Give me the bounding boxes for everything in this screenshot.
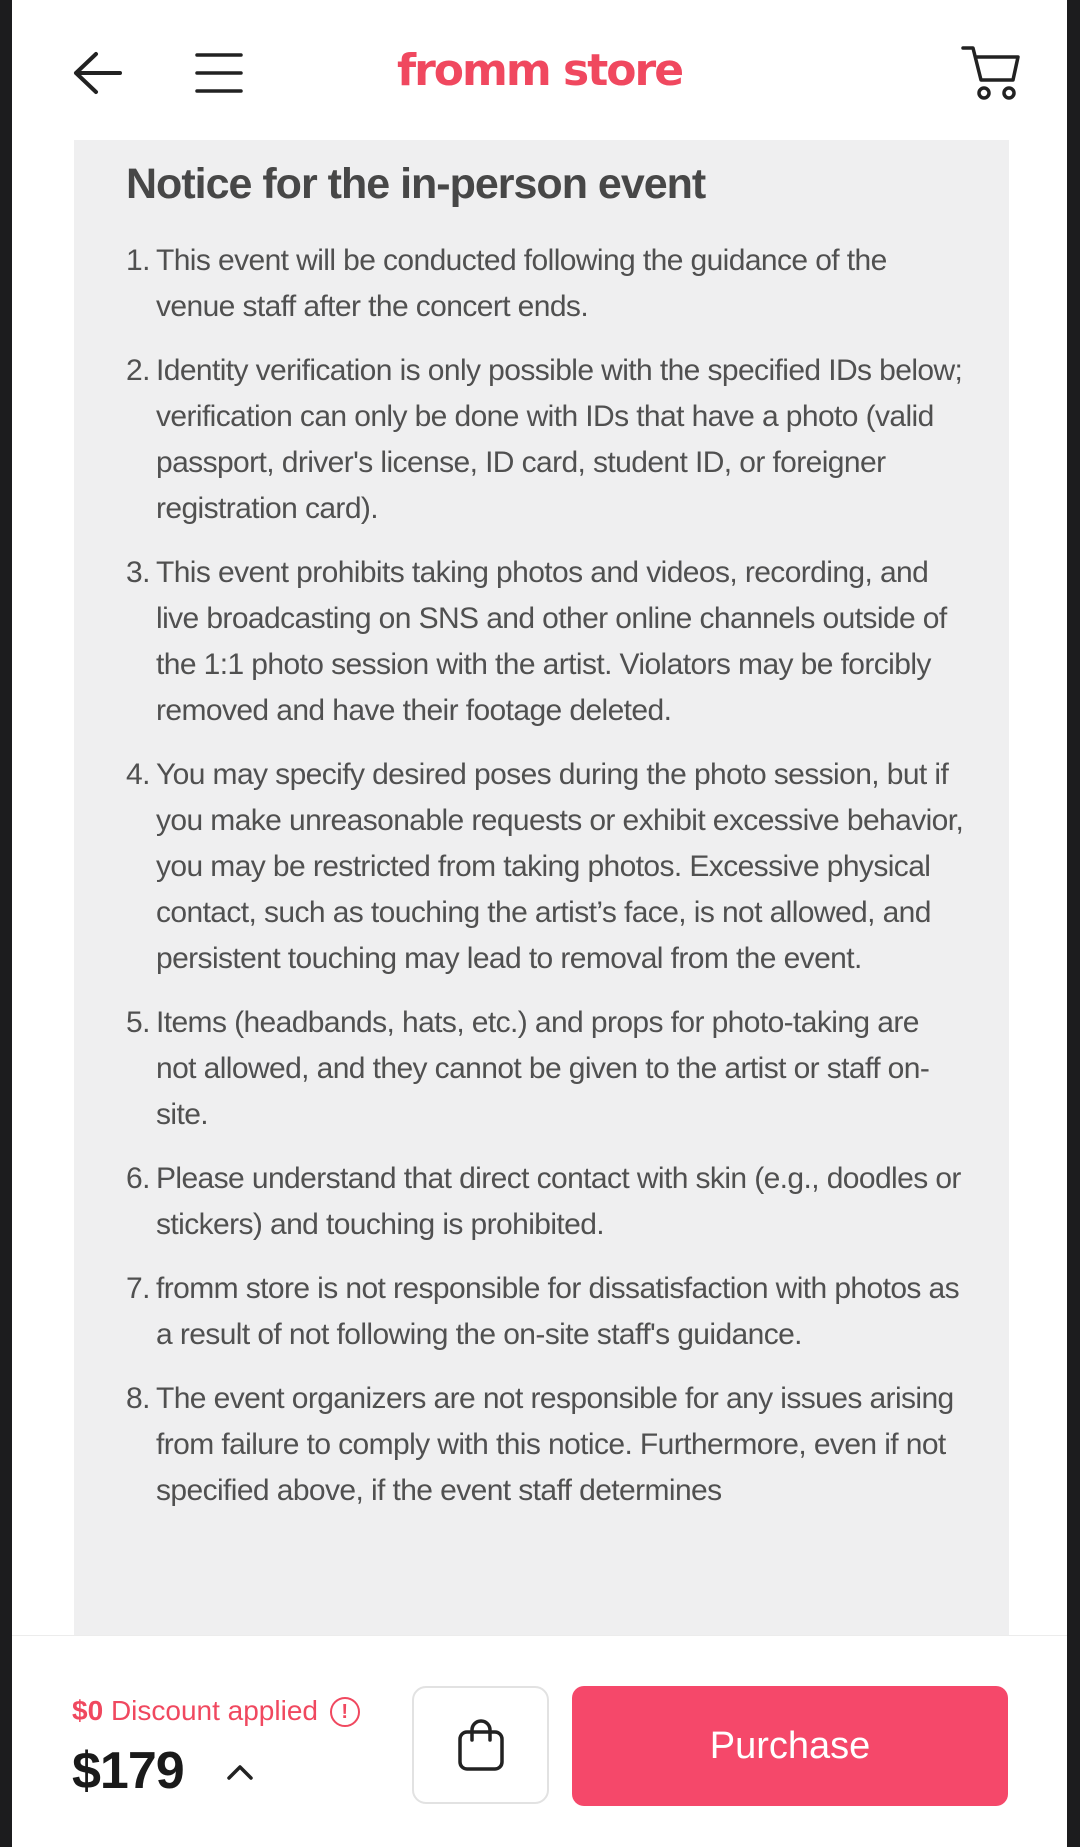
notice-item-number: 8. xyxy=(126,1382,150,1415)
notice-item-text: The event organizers are not responsible for any issues arising from failure to comply with this notice. Furthermore, even if not specified above, if the event staff determines xyxy=(156,1382,954,1507)
notice-item-text: You may specify desired poses during the photo session, but if you make unreasonable requests or exhibit excessive behavior, you may be restricted from taking photos. Excessive physical contact, such as touching the artist’s face, is not allowed, and persistent touching may lead to removal from the event. xyxy=(156,758,964,975)
notice-item xyxy=(126,1156,966,1248)
purchase-bar xyxy=(12,1635,1067,1847)
event-notice-panel xyxy=(74,140,1009,1635)
discount-info xyxy=(72,1692,360,1730)
notice-item-number: 4. xyxy=(126,758,150,791)
cart-icon xyxy=(961,44,1021,102)
notice-item-text: Identity verification is only possible with the specified IDs below; verification can only be done with IDs that have a photo (valid passport, driver's license, ID card, student ID, or foreigner registration card). xyxy=(156,354,963,525)
total-price: $179 xyxy=(72,1742,184,1800)
notice-title: Notice for the in-person event xyxy=(126,160,706,208)
notice-item xyxy=(126,1000,966,1138)
chevron-up-icon xyxy=(226,1763,254,1781)
notice-item-number: 7. xyxy=(126,1272,150,1305)
notice-item-text: This event prohibits taking photos and videos, recording, and live broadcasting on SNS and other online channels outside of the 1:1 photo session with the artist. Violators may be forcibly removed and have their footage deleted. xyxy=(156,556,947,727)
notice-item-text: Please understand that direct contact with skin (e.g., doodles or stickers) and touching is prohibited. xyxy=(156,1162,961,1241)
notice-item-number: 6. xyxy=(126,1162,150,1195)
notice-item-text: This event will be conducted following the guidance of the venue staff after the concert ends. xyxy=(156,244,887,323)
purchase-button[interactable]: Purchase xyxy=(572,1686,1008,1806)
discount-amount: $0 xyxy=(72,1695,104,1726)
notice-item-number: 2. xyxy=(126,354,150,387)
notice-item-number: 3. xyxy=(126,556,150,589)
notice-item xyxy=(126,348,966,532)
notice-item-number: 5. xyxy=(126,1006,150,1039)
notice-item-text: Items (headbands, hats, etc.) and props for photo-taking are not allowed, and they cannot be given to the artist or staff on-site. xyxy=(156,1006,930,1131)
notice-item xyxy=(126,238,966,330)
top-header xyxy=(12,0,1067,140)
notice-item-number: 1. xyxy=(126,244,150,277)
discount-label: Discount applied xyxy=(110,1695,318,1726)
notice-item-text: fromm store is not responsible for dissatisfaction with photos as a result of not following the on-site staff's guidance. xyxy=(156,1272,960,1351)
info-icon[interactable]: ! xyxy=(330,1697,360,1727)
store-logo[interactable]: fromm store xyxy=(396,45,683,96)
price-details-toggle[interactable] xyxy=(220,1752,260,1792)
app-screen xyxy=(12,0,1067,1847)
notice-item xyxy=(126,550,966,734)
notice-list xyxy=(126,238,966,1532)
cart-button[interactable] xyxy=(956,38,1026,108)
notice-item xyxy=(126,1266,966,1358)
add-to-bag-button[interactable] xyxy=(412,1686,549,1804)
notice-item xyxy=(126,1376,966,1514)
notice-item xyxy=(126,752,966,982)
shopping-bag-icon xyxy=(457,1718,505,1772)
